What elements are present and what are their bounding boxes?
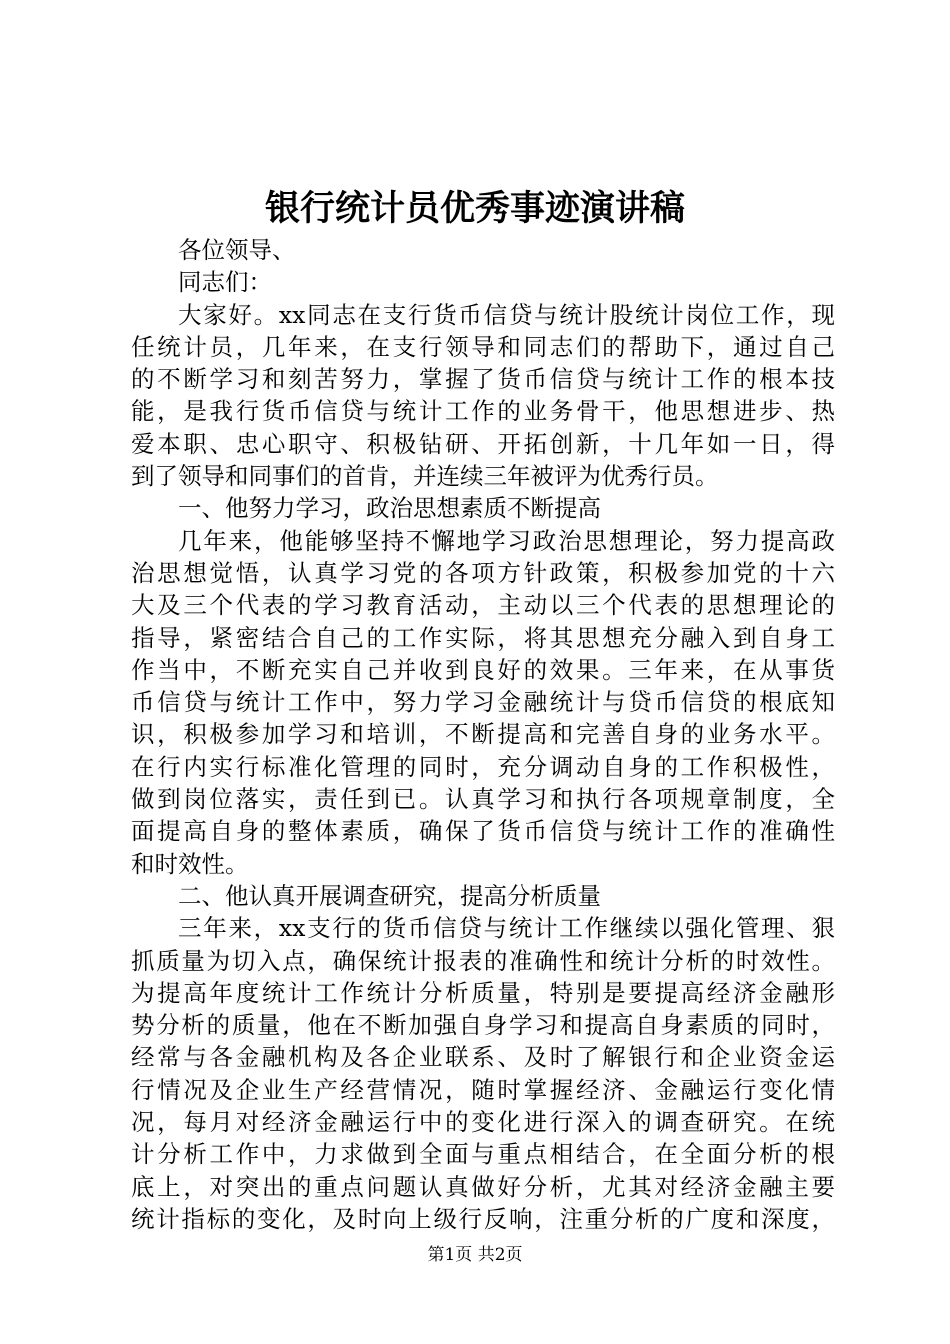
paragraph-line: 识，积极参加学习和培训，不断提高和完善自身的业务水平。 [131,720,835,749]
section-heading: 二、他认真开展调查研究，提高分析质量 [178,881,601,910]
paragraph-line: 能，是我行货币信贷与统计工作的业务骨干，他思想进步、热 [131,397,835,426]
paragraph-line: 做到岗位落实，责任到已。认真学习和执行各项规章制度，全 [131,785,835,814]
section-heading: 一、他努力学习，政治思想素质不断提高 [178,494,601,523]
page-footer: 第1页 共2页 [427,1245,523,1265]
paragraph-line: 经常与各金融机构及各企业联系、及时了解银行和企业资金运 [131,1043,835,1072]
page-title: 银行统计员优秀事迹演讲稿 [264,188,685,229]
paragraph-line: 大家好。xx同志在支行货币信贷与统计股统计岗位工作，现 [178,300,835,329]
salutation-line: 各位领导、 [178,236,296,264]
paragraph-line: 为提高年度统计工作统计分析质量，特别是要提高经济金融形 [131,978,835,1007]
paragraph-line: 底上，对突出的重点问题认真做好分析，尤其对经济金融主要 [131,1172,835,1201]
paragraph-line: 抓质量为切入点，确保统计报表的准确性和统计分析的时效性。 [131,946,835,975]
paragraph-line: 指导，紧密结合自己的工作实际，将其思想充分融入到自身工 [131,623,835,652]
salutation-line: 同志们： [178,268,272,297]
paragraph-line: 治思想觉悟，认真学习党的各项方针政策，积极参加党的十六 [131,558,835,587]
paragraph-line: 三年来，xx支行的货币信贷与统计工作继续以强化管理、狠 [178,914,835,943]
paragraph-line: 行情况及企业生产经营情况，随时掌握经济、金融运行变化情 [131,1075,835,1104]
paragraph-line: 币信贷与统计工作中，努力学习金融统计与贷币信贷的根底知 [131,688,835,717]
paragraph-line: 几年来，他能够坚持不懈地学习政治思想理论，努力提高政 [178,526,835,555]
paragraph-line: 统计指标的变化，及时向上级行反响，注重分析的广度和深度， [131,1204,835,1233]
paragraph-line: 在行内实行标准化管理的同时，充分调动自身的工作积极性， [131,752,835,781]
paragraph-line: 计分析工作中，力求做到全面与重点相结合，在全面分析的根 [131,1140,835,1169]
paragraph-line: 况，每月对经济金融运行中的变化进行深入的调查研究。在统 [131,1108,835,1137]
paragraph-line: 到了领导和同事们的首肯，并连续三年被评为优秀行员。 [131,462,719,491]
paragraph-line: 作当中，不断充实自己并收到良好的效果。三年来，在从事货 [131,655,835,684]
paragraph-line: 的不断学习和刻苦努力，掌握了货币信贷与统计工作的根本技 [131,365,835,394]
document-body [131,234,835,1235]
paragraph-line: 和时效性。 [131,849,249,878]
paragraph-line: 任统计员，几年来，在支行领导和同志们的帮助下，通过自己 [131,332,835,361]
paragraph-line: 大及三个代表的学习教育活动，主动以三个代表的思想理论的 [131,591,835,620]
paragraph-line: 爱本职、忠心职守、积极钻研、开拓创新，十几年如一日，得 [131,429,835,458]
paragraph-line: 面提高自身的整体素质，确保了货币信贷与统计工作的准确性 [131,817,835,846]
paragraph-line: 势分析的质量，他在不断加强自身学习和提高自身素质的同时， [131,1011,835,1040]
